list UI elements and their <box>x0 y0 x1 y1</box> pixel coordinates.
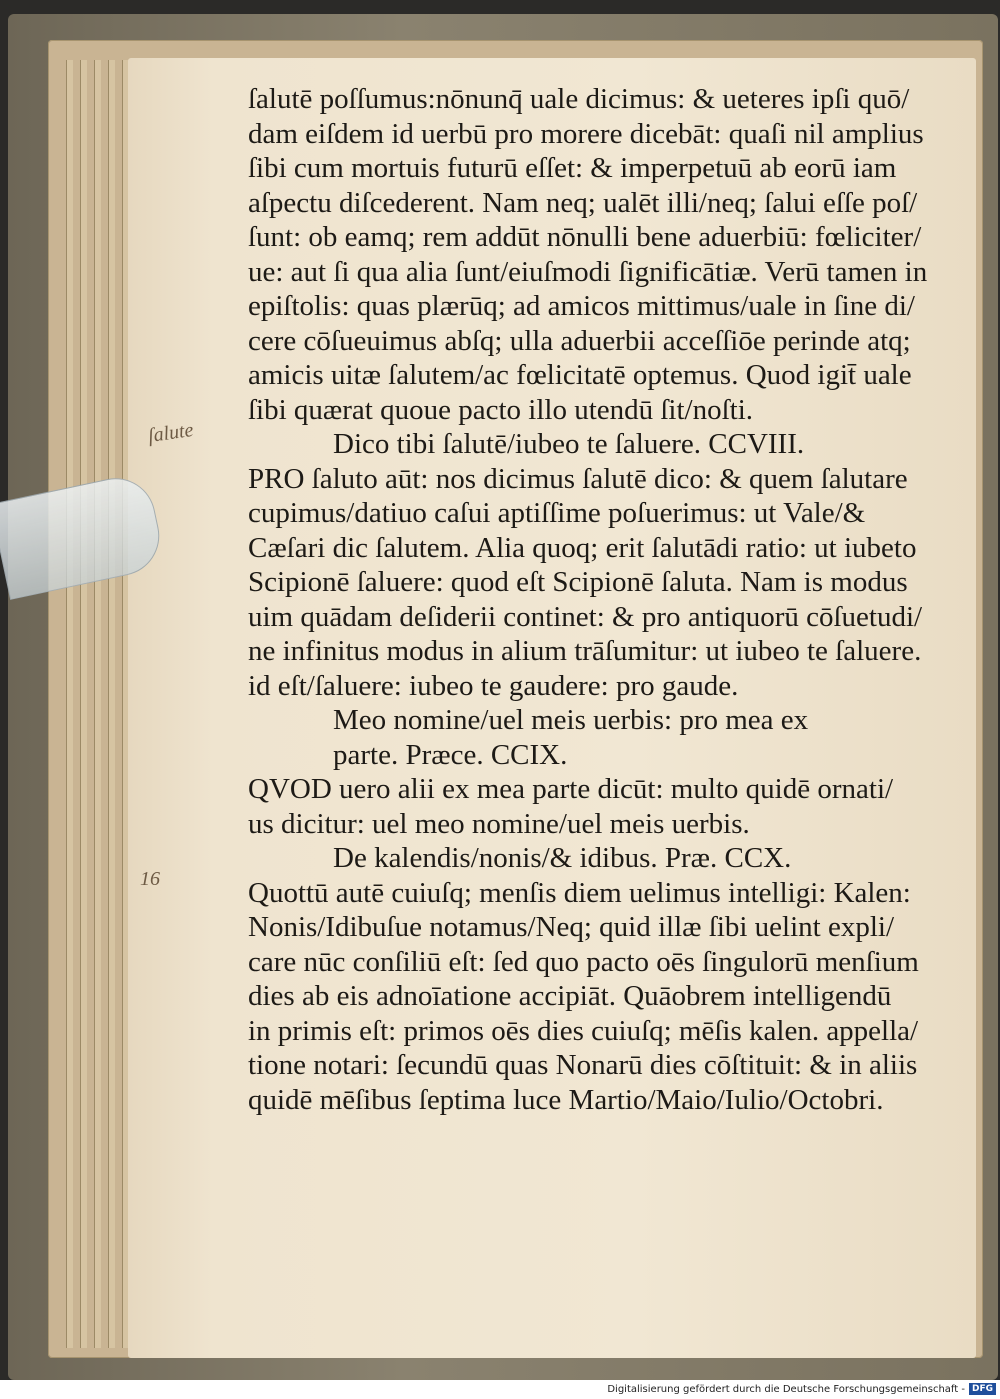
text-line: Cæſari dic ſalutem. Alia quoq; erit ſalutādi ratio: ut iubeto <box>248 531 917 564</box>
text-line: id eſt/ſaluere: iubeo te gaudere: pro gaude. <box>248 669 739 702</box>
text-line: ſalutē poſſumus:nōnunq̄ uale dicimus: & ueteres ipſi quō/ <box>248 83 910 115</box>
page-edge <box>108 60 115 1348</box>
text-line: dam eiſdem id uerbū pro morere dicebāt: quaſi nil amplius <box>248 117 924 150</box>
text-line: Quottū autē cuiuſq; menſis diem uelimus intelligi: Kalen: <box>248 876 911 909</box>
text-line: care nūc conſiliū eſt: ſed quo pacto oēs ſingulorū menſium <box>248 945 919 978</box>
text-line: epiſtolis: quas plærūq; ad amicos mittimus/uale in ſine di/ <box>248 290 915 322</box>
text-line: us dicitur: uel meo nomine/uel meis uerbis. <box>248 807 750 840</box>
section-heading: De kalendis/nonis/& idibus. Præ. CCX. <box>333 842 792 874</box>
text-line: cupimus/datiuo caſui aptiſſime poſuerimus: ut Vale/& <box>248 497 866 529</box>
section-heading: Meo nomine/uel meis uerbis: pro mea ex <box>333 704 809 736</box>
margin-note: ſalute <box>146 418 195 448</box>
text-line: tione notari: ſecundū quas Nonarū dies cōſtituit: & in aliis <box>248 1049 918 1081</box>
text-line: in primis eſt: primos oēs dies cuiuſq; mēſis kalen. appella/ <box>248 1014 919 1047</box>
text-line: Scipionē ſaluere: quod eſt Scipionē ſaluta. Nam is modus <box>248 566 908 598</box>
page-edge <box>80 60 87 1348</box>
text-line: cere cōſueuimus abſq; ulla aduerbii acceſſiōe perinde atq; <box>248 324 911 357</box>
text-line: uim quādam deſiderii continet: & pro antiquorū cōſuetudi/ <box>248 600 923 633</box>
text-line: dies ab eis adnoīatione accipiāt. Quāobrem intelligendū <box>248 980 892 1012</box>
text-line: amicis uitæ ſalutem/ac fœlicitatē optemus. Quod igit̄ uale <box>248 359 912 391</box>
text-line: ne infinitus modus in alium trāſumitur: ut iubeo te ſaluere. <box>248 635 922 667</box>
dfg-logo: DFG <box>969 1383 996 1395</box>
text-line: ſunt: ob eamq; rem addūt nōnulli bene aduerbiū: fœliciter/ <box>248 221 922 253</box>
section-heading: Dico tibi ſalutē/iubeo te ſaluere. CCVIII. <box>333 428 805 460</box>
text-line: PRO ſaluto aūt: nos dicimus ſalutē dico: & quem ſalutare <box>248 462 908 495</box>
footer-credit: Digitalisierung gefördert durch die Deutsche Forschungsgemeinschaft - <box>607 1383 965 1395</box>
text-line: ue: aut ſi qua alia ſunt/eiuſmodi ſignificātiæ. Verū tamen in <box>248 255 928 288</box>
margin-note: 16 <box>140 868 160 890</box>
page-edge <box>66 60 73 1348</box>
text-line: QVOD uero alii ex mea parte dicūt: multo quidē ornati/ <box>248 773 894 805</box>
section-heading: parte. Præce. CCIX. <box>333 738 568 771</box>
text-line: ſibi quærat quoue pacto illo utendū ſit/noſti. <box>248 393 754 426</box>
text-line: quidē mēſibus ſeptima luce Martio/Maio/Iulio/Octobri. <box>248 1083 884 1116</box>
footer <box>607 1381 996 1397</box>
page-edge <box>94 60 101 1348</box>
text-line: aſpectu diſcederent. Nam neq; ualēt illi/neq; ſalui eſſe poſ/ <box>248 186 918 219</box>
printed-text <box>248 82 928 1117</box>
text-line: Nonis/Idibuſue notamus/Neq; quid illæ ſibi uelint expli/ <box>248 911 895 943</box>
text-line: ſibi cum mortuis futurū eſſet: & imperpetuū ab eorū iam <box>248 152 897 184</box>
